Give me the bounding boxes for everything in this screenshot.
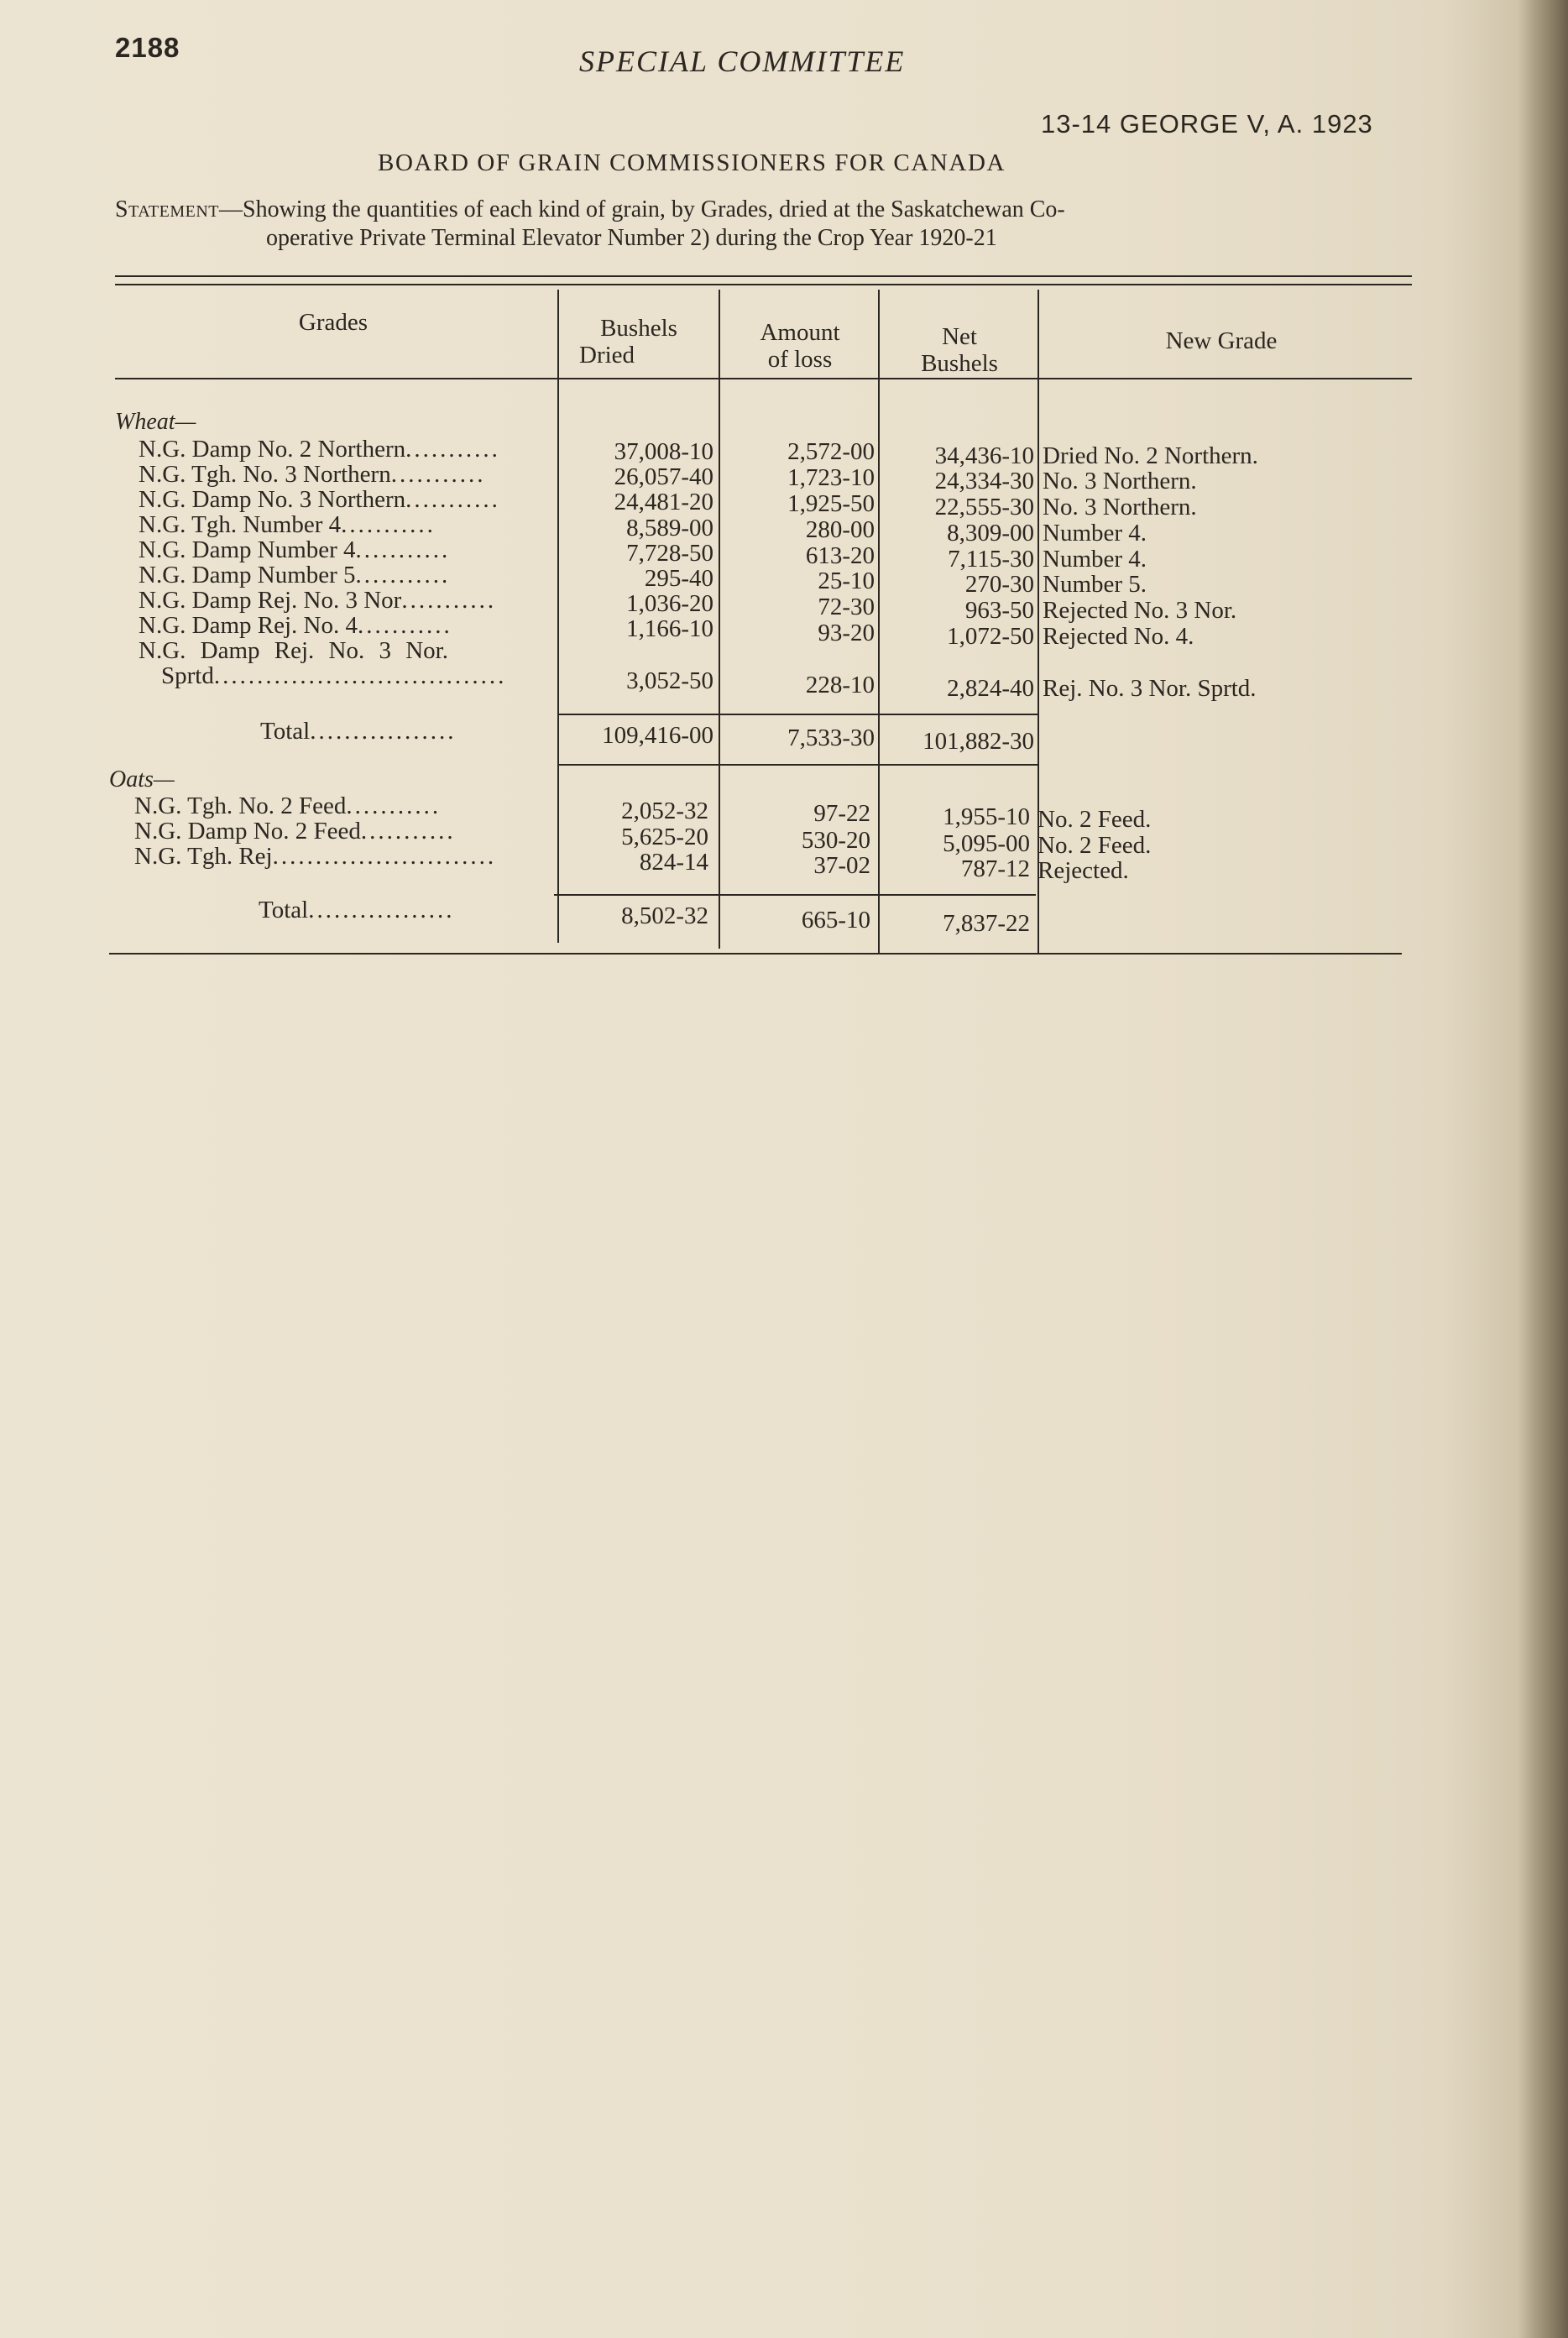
table-row-dried: 295-40: [644, 565, 713, 592]
table-row-dried: 1,166-10: [626, 615, 713, 642]
total-row-net: 7,837-22: [943, 910, 1030, 937]
table-row-grade: N.G. Tgh. No. 2 Feed...........: [134, 793, 442, 819]
table-row-grade: N.G. Tgh. Number 4...........: [139, 512, 436, 537]
table-row-grade: N.G. Tgh. Rej..........................: [134, 844, 497, 869]
total-row-label: Total.................: [260, 718, 457, 745]
table-row-dried: 824-14: [639, 849, 708, 876]
col-header-grades: Grades: [298, 309, 368, 336]
subtotal-rule: [557, 764, 1039, 766]
statement-line-2: operative Private Terminal Elevator Number 2) during the Crop Year 1920-21: [266, 225, 997, 251]
col-header-amount-loss-line1: Amount: [760, 319, 840, 346]
table-row-grade: N.G. Damp Number 4...........: [139, 537, 451, 562]
col-header-bushels-dried: [561, 315, 717, 369]
table-row-new-grade: Rej. No. 3 Nor. Sprtd.: [1043, 675, 1257, 702]
running-head: SPECIAL COMMITTEE: [579, 44, 906, 78]
table-row-loss: 93-20: [818, 620, 875, 646]
table-row-net: 34,436-10: [934, 442, 1034, 469]
table-row-net: 24,334-30: [934, 468, 1034, 494]
table-row-loss: 37-02: [813, 852, 870, 879]
table-row-dried: 1,036-20: [626, 590, 713, 617]
table-row-net: 7,115-30: [948, 546, 1034, 573]
table-row-grade: N.G. Tgh. No. 3 Northern...........: [139, 462, 486, 487]
section-label-oats: Oats—: [109, 766, 175, 792]
table-row-loss: 25-10: [818, 568, 875, 594]
table-row-grade: N.G. Damp Number 5...........: [139, 562, 451, 588]
table-row-dried: 3,052-50: [626, 667, 713, 694]
statement-caption: [115, 196, 1424, 253]
table-row-net: 22,555-30: [934, 494, 1034, 520]
table-row-grade: N.G. Damp Rej. No. 3 Nor...........: [139, 588, 497, 613]
section-label-wheat: Wheat—: [115, 409, 196, 435]
table-row-loss: 72-30: [818, 594, 875, 620]
table-row-net: 8,309-00: [947, 520, 1034, 547]
table-row-new-grade: No. 3 Northern.: [1043, 468, 1197, 494]
col-header-new-grade: New Grade: [1165, 327, 1278, 354]
table-row-grade: N.G. Damp No. 2 Northern...........: [139, 437, 500, 462]
col-header-net-bushels-line1: Net: [942, 323, 977, 350]
table-row-grade: N.G. Damp No. 2 Feed...........: [134, 819, 456, 844]
table-bottom-rule: [109, 953, 1402, 955]
table-row-loss: 280-00: [805, 516, 875, 543]
table-row-net: 2,824-40: [947, 675, 1034, 702]
table-row-grade: N.G. Damp Rej. No. 4...........: [139, 613, 452, 638]
col-header-net-bushels-line2: Bushels: [921, 350, 998, 377]
board-title: BOARD OF GRAIN COMMISSIONERS FOR CANADA: [378, 149, 1006, 176]
table-row-new-grade: Dried No. 2 Northern.: [1043, 442, 1258, 469]
table-row-new-grade: Number 4.: [1043, 546, 1147, 573]
table-row-net: 270-30: [964, 571, 1034, 598]
statement-label: Statement: [115, 196, 220, 222]
header-bottom-rule: [115, 378, 1412, 379]
statement-line-1: —Showing the quantities of each kind of grain, by Grades, dried at the Saskatchewan Co-: [219, 196, 1065, 222]
table-row-new-grade: Rejected.: [1037, 857, 1129, 884]
col-header-amount-loss: [722, 319, 878, 373]
total-row-loss: 665-10: [801, 907, 870, 934]
total-row-loss: 7,533-30: [787, 724, 875, 751]
col-header-net-bushels: [881, 323, 1037, 377]
table-row-grade: Sprtd..................................: [161, 663, 507, 688]
table-row-dried: 2,052-32: [621, 798, 708, 824]
table-row-loss: 2,572-00: [787, 438, 875, 465]
col-header-amount-loss-line2: of loss: [767, 346, 833, 373]
total-row-dried: 8,502-32: [621, 902, 708, 929]
table-row-net: 1,955-10: [943, 803, 1030, 830]
table-row-new-grade: No. 2 Feed.: [1037, 806, 1152, 833]
table-row-grade-line1: N.G. Damp Rej. No. 3 Nor.: [139, 638, 448, 663]
subtotal-rule: [557, 714, 1039, 715]
table-top-rule-2: [115, 284, 1412, 285]
table-row-dried: 8,589-00: [626, 515, 713, 541]
page-binding-shadow: [1518, 0, 1568, 2338]
table-row-loss: 613-20: [805, 542, 875, 569]
table-row-net: 787-12: [960, 855, 1030, 882]
col-header-bushels-dried-line2: Dried: [579, 342, 635, 369]
table-row-dried: 26,057-40: [614, 463, 713, 490]
table-row-grade: N.G. Damp No. 3 Northern...........: [139, 487, 500, 512]
table-row-new-grade: No. 2 Feed.: [1037, 832, 1152, 859]
table-row-new-grade: Rejected No. 3 Nor.: [1043, 597, 1237, 624]
table-row-loss: 1,925-50: [787, 490, 875, 517]
table-row-dried: 7,728-50: [626, 540, 713, 567]
total-row-label: Total.................: [259, 897, 455, 923]
table-row-loss: 97-22: [813, 800, 870, 827]
table-row-net: 5,095-00: [943, 830, 1030, 857]
table-row-dried: 24,481-20: [614, 489, 713, 515]
table-row-new-grade: Number 5.: [1043, 571, 1147, 598]
table-row-new-grade: Rejected No. 4.: [1043, 623, 1194, 650]
total-row-net: 101,882-30: [923, 728, 1034, 755]
table-row-loss: 1,723-10: [787, 464, 875, 491]
table-row-net: 963-50: [964, 597, 1034, 624]
table-row-loss: 530-20: [801, 827, 870, 854]
table-row-net: 1,072-50: [947, 623, 1034, 650]
session-heading: 13-14 GEORGE V, A. 1923: [1041, 109, 1373, 139]
table-row-dried: 37,008-10: [614, 438, 713, 465]
table-row-new-grade: Number 4.: [1043, 520, 1147, 547]
col-header-bushels-dried-line1: Bushels: [600, 315, 677, 342]
table-row-dried: 5,625-20: [621, 824, 708, 850]
page-number: 2188: [115, 32, 180, 63]
total-row-dried: 109,416-00: [602, 722, 713, 749]
table-row-new-grade: No. 3 Northern.: [1043, 494, 1197, 520]
subtotal-rule: [554, 894, 1036, 896]
table-top-rule: [115, 275, 1412, 277]
table-row-loss: 228-10: [805, 672, 875, 698]
